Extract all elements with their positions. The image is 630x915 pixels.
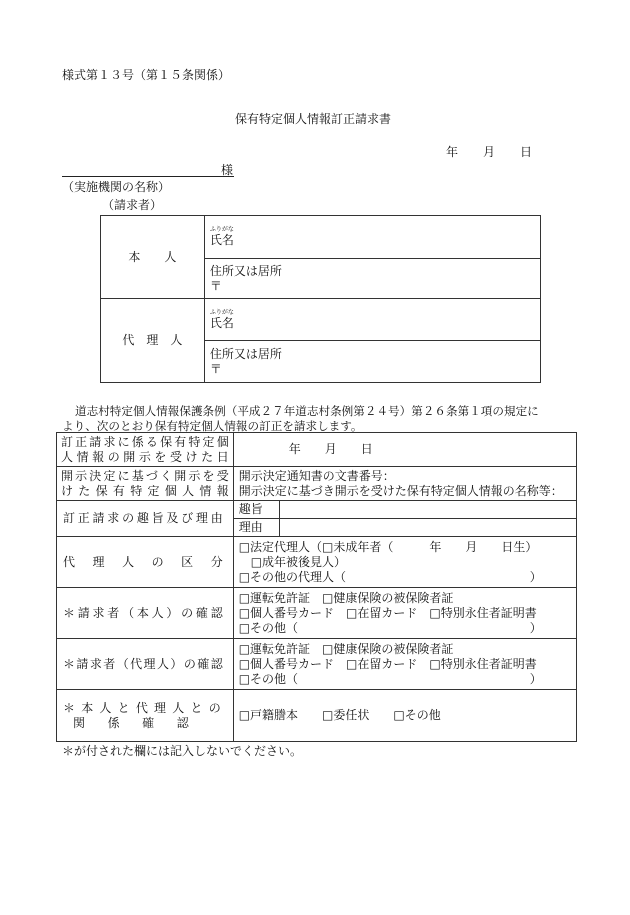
id-options-2[interactable]: □個人番号カード □在留カード □特別永住者証明書 (238, 656, 537, 671)
request-table (56, 432, 577, 742)
notice-number-label: 開示決定通知書の文書番号： (238, 468, 395, 483)
agent-name-field[interactable] (204, 299, 540, 341)
agent-category-field[interactable] (233, 537, 576, 588)
furigana-note: ふりがな (209, 226, 234, 233)
date-day: 日 (520, 145, 533, 159)
relationship-verification-label: ＊本人と代理人との 関係確認 (57, 690, 234, 742)
principal-verification-label: ＊請求者（本人）の確認 (57, 588, 234, 639)
agent-category-label: 代理人の区分 (57, 537, 234, 588)
principal-label: 本 人 (101, 216, 205, 299)
addressee-line[interactable] (62, 176, 234, 177)
id-options-other[interactable]: □その他（ ） (238, 620, 542, 635)
disclosed-info-label: 開示決定に基づく開示を受 けた保有特定個人情報 (57, 467, 234, 501)
address-label: 住所又は居所 (209, 263, 282, 278)
agent-label: 代 理 人 (101, 299, 205, 383)
addressee-suffix: 様 (221, 163, 234, 177)
furigana-note: ふりがな (209, 308, 234, 316)
disclosure-date-label: 訂正請求に係る保有特定個 人情報の開示を受けた日 (57, 433, 234, 467)
principal-address-field[interactable] (204, 259, 540, 299)
principal-verification-field[interactable] (233, 588, 576, 639)
purpose-field[interactable] (279, 501, 576, 519)
info-name-label: 開示決定に基づき開示を受けた保有特定個人情報の名称等： (238, 483, 563, 498)
date-month: 月 (483, 145, 496, 159)
intro-text-1: 道志村特定個人情報保護条例（平成２７年道志村条例第２４号）第２６条第１項の規定に (75, 404, 539, 418)
postal-mark: 〒 (209, 278, 222, 293)
adult-ward-option[interactable]: □成年被後見人） (250, 554, 347, 569)
agent-address-field[interactable] (204, 341, 540, 383)
requester-label: （請求者） (102, 198, 163, 212)
requester-table (100, 215, 541, 383)
disclosed-info-field[interactable] (233, 467, 576, 501)
agent-verification-field[interactable] (233, 639, 576, 690)
relationship-verification-field[interactable]: □戸籍謄本 □委任状 □その他 (233, 690, 576, 742)
form-number: 様式第１３号（第１５条関係） (62, 68, 231, 82)
principal-name-field[interactable] (204, 216, 540, 259)
footnote: ＊が付された欄には記入しないでください。 (62, 744, 303, 758)
legal-agent-option[interactable]: □法定代理人（□未成年者（ 年 月 日生） (238, 539, 538, 554)
correction-reason-label: 訂正請求の趣旨及び理由 (57, 501, 234, 537)
page-title: 保有特定個人情報訂正請求書 (235, 112, 392, 126)
reason-label: 理由 (233, 519, 279, 537)
name-label: 氏名 (209, 315, 234, 330)
agency-note: （実施機関の名称） (62, 180, 171, 194)
reason-field[interactable] (279, 519, 576, 537)
id-options-other[interactable]: □その他（ ） (238, 671, 542, 686)
address-label: 住所又は居所 (209, 346, 282, 361)
disclosure-date-field[interactable]: 年 月 日 (233, 433, 576, 467)
agent-verification-label: ＊請求者（代理人）の確認 (57, 639, 234, 690)
postal-mark: 〒 (209, 361, 222, 376)
other-agent-option[interactable]: □その他の代理人（ ） (238, 569, 542, 584)
id-options-1[interactable]: □運転免許証 □健康保険の被保険者証 (238, 590, 454, 605)
purpose-label: 趣旨 (233, 501, 279, 519)
intro-text-2: より、次のとおり保有特定個人情報の訂正を請求します。 (62, 419, 363, 433)
date-year: 年 (446, 145, 459, 159)
name-label: 氏名 (209, 233, 234, 247)
id-options-2[interactable]: □個人番号カード □在留カード □特別永住者証明書 (238, 605, 537, 620)
id-options-1[interactable]: □運転免許証 □健康保険の被保険者証 (238, 641, 454, 656)
